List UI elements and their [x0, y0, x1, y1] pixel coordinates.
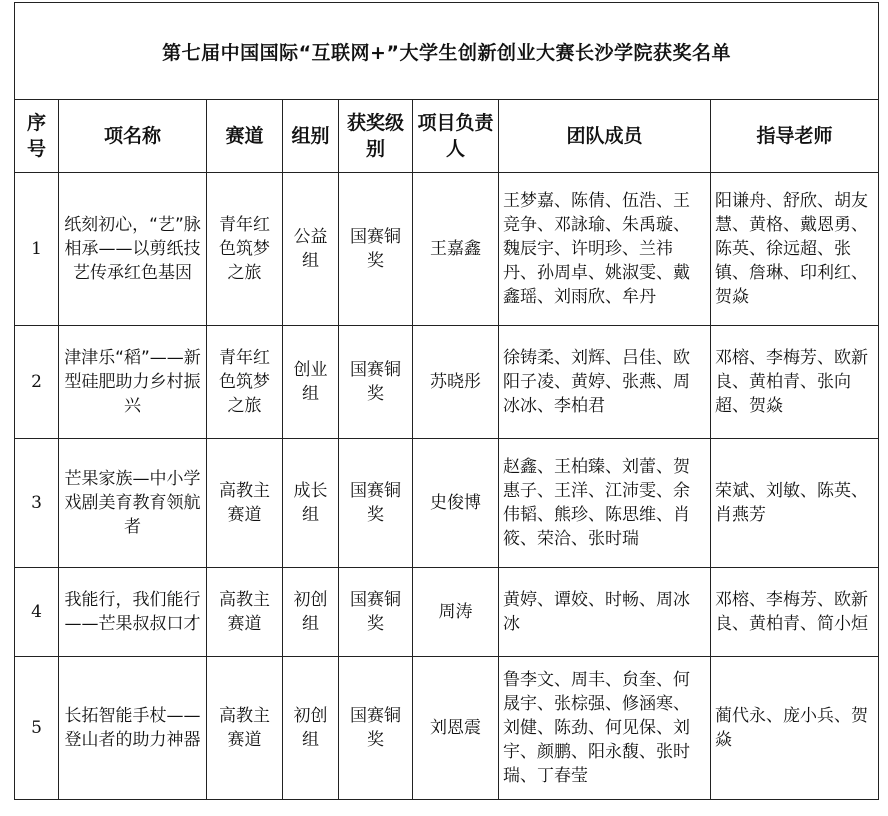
header-project: 项名称	[59, 100, 207, 173]
cell-team: 王梦嘉、陈倩、伍浩、王竞争、邓詠瑜、朱禹璇、魏辰宇、许明珍、兰祎丹、孙周卓、姚淑雯、戴鑫瑶、刘雨欣、牟丹	[499, 173, 711, 326]
table-row	[15, 439, 879, 568]
cell-advisor: 荣斌、刘敏、陈英、肖燕芳	[711, 439, 879, 568]
cell-index: 4	[15, 568, 59, 657]
cell-track: 高教主赛道	[207, 657, 283, 800]
cell-leader: 王嘉鑫	[413, 173, 499, 326]
award-list-document	[14, 2, 878, 802]
cell-track: 青年红色筑梦之旅	[207, 173, 283, 326]
cell-leader: 刘恩震	[413, 657, 499, 800]
cell-team: 黄婷、谭姣、时畅、周冰冰	[499, 568, 711, 657]
cell-team: 徐铸柔、刘辉、吕佳、欧阳子凌、黄婷、张燕、周冰冰、李柏君	[499, 326, 711, 439]
cell-track: 高教主赛道	[207, 568, 283, 657]
header-track: 赛道	[207, 100, 283, 173]
cell-index: 1	[15, 173, 59, 326]
cell-project: 芒果家族—中小学戏剧美育教育领航者	[59, 439, 207, 568]
header-team: 团队成员	[499, 100, 711, 173]
cell-track: 青年红色筑梦之旅	[207, 326, 283, 439]
cell-award: 国赛铜奖	[339, 657, 413, 800]
cell-project: 纸刻初心，“艺”脉相承——以剪纸技艺传承红色基因	[59, 173, 207, 326]
header-leader: 项目负责人	[413, 100, 499, 173]
header-advisor: 指导老师	[711, 100, 879, 173]
cell-team: 鲁李文、周丰、贠奎、何晟宇、张棕强、修涵寒、刘健、陈劲、何见保、刘宇、颜鹏、阳永馥、张时瑞、丁春莹	[499, 657, 711, 800]
cell-leader: 周涛	[413, 568, 499, 657]
table-title: 第七届中国国际“互联网+”大学生创新创业大赛长沙学院获奖名单	[15, 3, 879, 100]
cell-leader: 苏晓彤	[413, 326, 499, 439]
table-row	[15, 568, 879, 657]
cell-project: 我能行，我们能行——芒果叔叔口才	[59, 568, 207, 657]
cell-award: 国赛铜奖	[339, 568, 413, 657]
award-table	[14, 2, 879, 800]
cell-track: 高教主赛道	[207, 439, 283, 568]
cell-project: 津津乐“稻”——新型硅肥助力乡村振兴	[59, 326, 207, 439]
header-index: 序号	[15, 100, 59, 173]
cell-advisor: 邓榕、李梅芳、欧新良、黄柏青、简小烜	[711, 568, 879, 657]
cell-award: 国赛铜奖	[339, 326, 413, 439]
cell-group: 成长组	[283, 439, 339, 568]
header-award: 获奖级别	[339, 100, 413, 173]
cell-award: 国赛铜奖	[339, 173, 413, 326]
cell-project: 长拓智能手杖——登山者的助力神器	[59, 657, 207, 800]
cell-advisor: 蔺代永、庞小兵、贺焱	[711, 657, 879, 800]
cell-advisor: 阳谦舟、舒欣、胡友慧、黄格、戴恩勇、陈英、徐远超、张镇、詹琳、印利红、贺焱	[711, 173, 879, 326]
cell-advisor: 邓榕、李梅芳、欧新良、黄柏青、张向超、贺焱	[711, 326, 879, 439]
cell-award: 国赛铜奖	[339, 439, 413, 568]
cell-group: 公益组	[283, 173, 339, 326]
cell-index: 3	[15, 439, 59, 568]
header-row	[15, 100, 879, 173]
table-row	[15, 326, 879, 439]
table-row	[15, 173, 879, 326]
header-group: 组别	[283, 100, 339, 173]
cell-team: 赵鑫、王柏臻、刘蕾、贺惠子、王洋、江沛雯、余伟韬、熊珍、陈思维、肖筱、荣洽、张时瑞	[499, 439, 711, 568]
cell-group: 初创组	[283, 568, 339, 657]
cell-leader: 史俊博	[413, 439, 499, 568]
cell-group: 初创组	[283, 657, 339, 800]
table-row	[15, 657, 879, 800]
cell-index: 5	[15, 657, 59, 800]
cell-index: 2	[15, 326, 59, 439]
cell-group: 创业组	[283, 326, 339, 439]
